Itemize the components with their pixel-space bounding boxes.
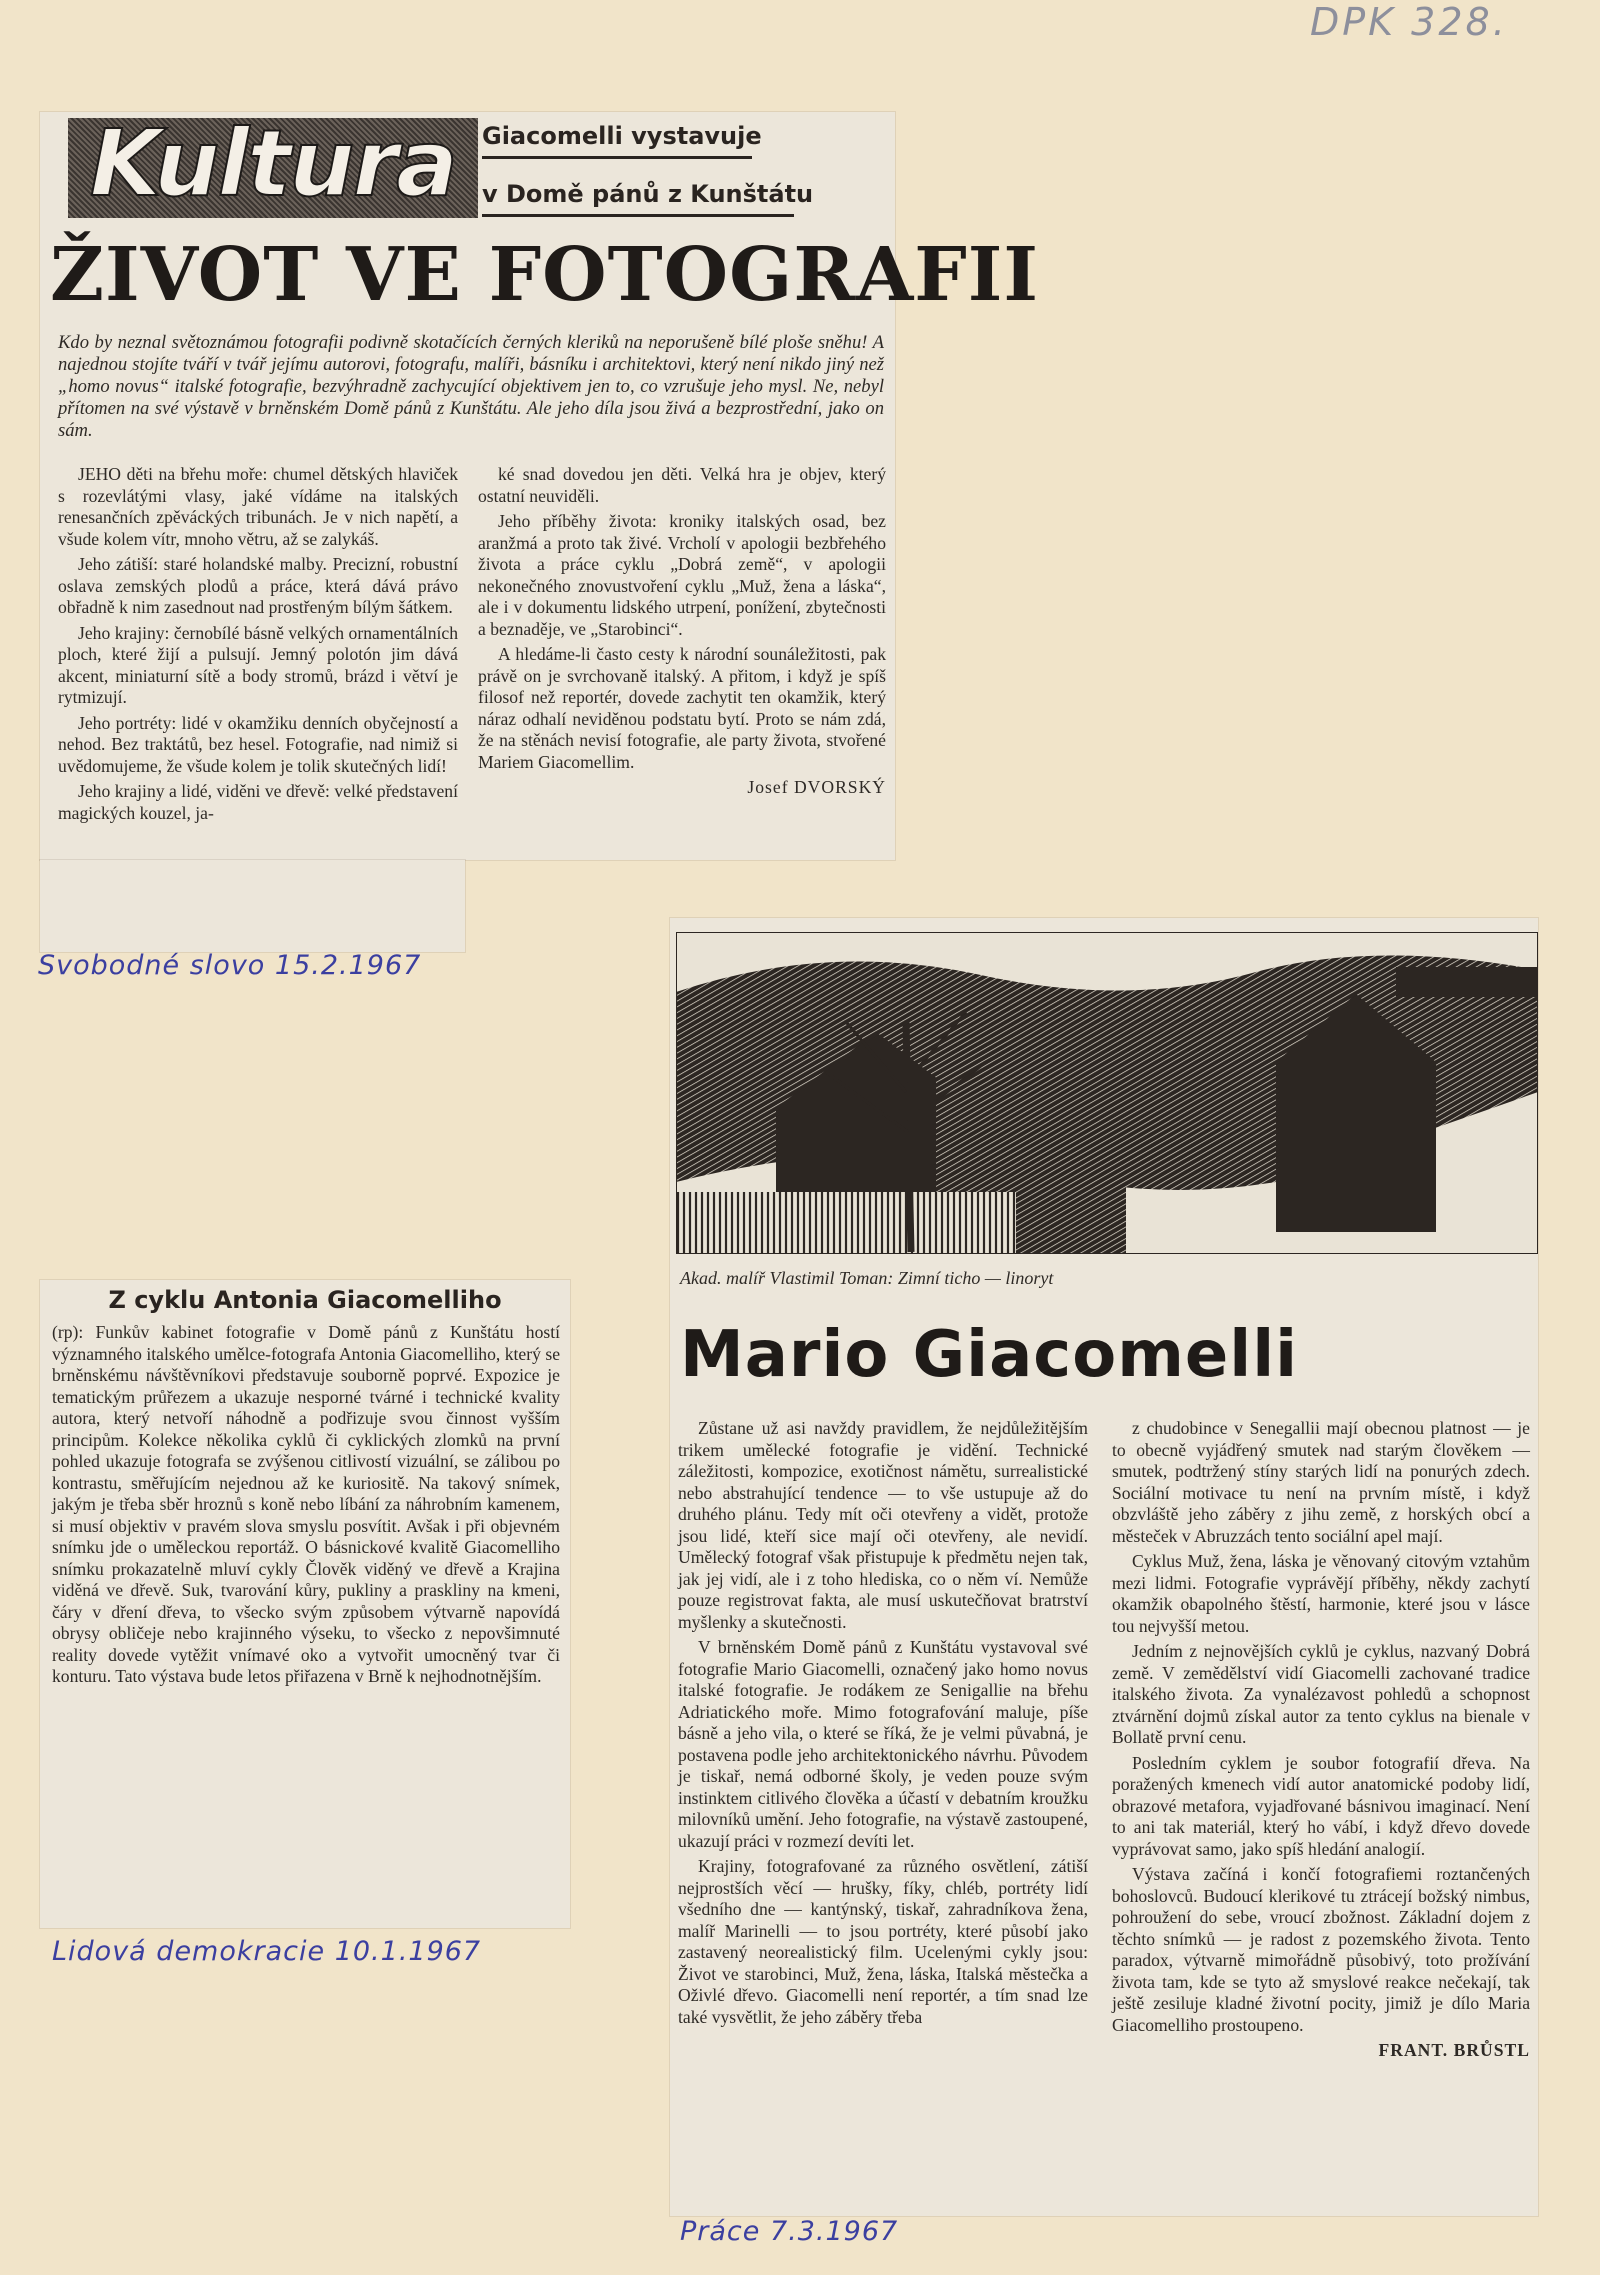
- clipping-svobodne-slovo-tail: [40, 860, 465, 952]
- paragraph: Jeho zátiší: staré holandské malby. Precizní, robustní oslava zemských plodů a práce, která dává právo obřadně k nim zasednout nad prostřeným bílým šátkem.: [58, 554, 458, 617]
- paragraph: Jeho krajiny: černobílé básně velkých ornamentálních ploch, které žijí a pulsují. Jemný polotón jim dává akcent, miniaturní sítě a body stromů, brázd i větví je rytmizují.: [58, 622, 458, 707]
- paragraph: ké snad dovedou jen děti. Velká hra je objev, který ostatní neuviděli.: [478, 464, 886, 506]
- paragraph: V brněnském Domě pánů z Kunštátu vystavoval své fotografie Mario Giacomelli, označený jako homo novus italské fotografie. Je rodákem ze Senigallie na břehu Adriatického moře. Mimo fotografování maluje, píše básně a jeho vila, o které se říká, že je velmi půvabná, je postavena podle jeho architektonického návrhu. Původem je tiskař, nemá odborné školy, je veden pouze svým instinktem citlivého člověka a účastí v debatním kroužku milovníků umění. Jeho fotografie, na výstavě zastoupené, ukazují práci v rozmezí devíti let.: [678, 1637, 1088, 1851]
- clip2-title: Z cyklu Antonia Giacomelliho: [108, 1286, 502, 1314]
- paragraph: Jeho krajiny a lidé, viděni ve dřevě: velké představení magických kouzel, ja-: [58, 781, 458, 823]
- signature: FRANT. BRŮSTL: [1378, 2040, 1530, 2060]
- kicker-line-1: Giacomelli vystavuje: [482, 122, 762, 150]
- paragraph: JEHO děti na břehu moře: chumel dětských hlaviček s rozevlátými vlasy, jaké vídáme na italských renesančních zpěváckých tribunách. Je v nich napětí, a všude kolem vítr, mnoho větru, až se zalykáš.: [58, 464, 458, 549]
- linocut-illustration: [676, 932, 1538, 1254]
- clip2-body-column: [52, 1322, 560, 1692]
- clip3-column-1: [678, 1418, 1088, 2032]
- roof-band: [1396, 967, 1538, 997]
- clip1-column-1: [58, 464, 458, 828]
- source-note-prace: Práce 7.3.1967: [680, 2216, 899, 2247]
- illustration-caption: Akad. malíř Vlastimil Toman: Zimní ticho — linoryt: [680, 1268, 1054, 1288]
- paragraph: Zůstane už asi navždy pravidlem, že nejdůležitějším trikem umělecké fotografie je vidění. Technické záležitosti, kompozice, exotičnost námětu, surrealistické nebo abstrahující tendence — to vše ustupuje až do druhého plánu. Tedy mít oči otevřeny a vidět, protože jsou lidé, kteří sice mají oči otevřeny, ale nevidí. Umělecký fotograf však přistupuje k předmětu nejen tak, jak jej vidí, ale i z toho hlediska, co o něm ví. Nemůže pouze registrovat fakta, ale musí uskutečňovat bratrství myšlenky a skutečnosti.: [678, 1418, 1088, 1632]
- kultura-banner: [68, 110, 478, 218]
- kicker-line-2: v Domě pánů z Kunštátu: [482, 180, 814, 208]
- paragraph: Jeho příběhy života: kroniky italských osad, bez aranžmá a proto tak živé. Vrcholí v apologii bezbřehého života a práce cyklu „Dobrá země“, v apologii nekonečného znovustvoření cyklu „Muž, žena a láska“, ale i v dokumentu lidského utrpení, ponížení, zbytečnosti a beznaděje, ve „Starobinci“.: [478, 511, 886, 639]
- kicker-rule-2: [482, 214, 794, 217]
- kicker-rule-1: [482, 156, 752, 159]
- clip3-title: Mario Giacomelli: [680, 1318, 1299, 1392]
- paragraph: Cyklus Muž, žena, láska je věnovaný citovým vztahům mezi lidmi. Fotografie vyprávějí příběhy, někdy zachytí okamžik obapolného štěstí, harmonie, které jsou v lásce tou nejvyšší metou.: [1112, 1551, 1530, 1636]
- paragraph: Krajiny, fotografované za různého osvětlení, zátiší nejprostších věcí — hrušky, fíky, chléb, portréty lidí všedního dne — kantýnský, tiskař, zahradníkova žena, malíř Marinelli — to jsou portréty, které působí jako zastavený neorealistický film. Ucelenými cykly jsou: Život ve starobinci, Muž, žena, láska, Italská městečka a Oživlé dřevo. Giacomelli není reportér, a tím snad lze také vysvětlit, že jeho záběry třeba: [678, 1856, 1088, 2027]
- snow-field-lines: [676, 1192, 1016, 1254]
- paragraph: Jedním z nejnovějších cyklů je cyklus, nazvaný Dobrá země. V zemědělství vidí Giacomelli zachované tradice italského života. Za vynalézavost pohledů a schopnost ztvárnění dojmů získal autor za tento cyklus na bienale v Bollatě první cenu.: [1112, 1641, 1530, 1747]
- clip3-column-2: [1112, 1418, 1530, 2062]
- paragraph: (rp): Funkův kabinet fotografie v Domě pánů z Kunštátu hostí významného italského umělce-fotografa Antonia Giacomelliho, který se brněnskému návštěvníkovi představuje souborně poprvé. Expozice je tematickým průřezem a ukazuje nesporné tvárné i technické kvality autora, který netvoří náhodně a podřizuje svou činnost vyšším principům. Kolekce několika cyklů či cyklických zlomků na první pohled ukazuje fotografa se zvýšenou citlivostí vizuální, se zálibou po kontrastu, směřujícím nejednou až ke kuriositě. Na takový snímek, jakým je třeba sběr hroznů s koně nebo líbání za náhrobním kamenem, si musí objektiv v pravém slova smyslu posvítit. Avšak i při objevném snímku jde o uměleckou reportáž. O básnickové kvalitě Giacomelliho snímku prokazatelně mluví cykly Člověk viděný ve dřevě a Krajina viděná ve dřevě. Suk, tvarování kůry, pukliny a praskliny na kmeni, čáry v dření dřeva, to všecko svým způsobem výtvarně napovídá obrysy obličeje nebo krajinného výseku, to všecko z nepovšimnuté reality dovede vytěžit vnímavé oko a vytvořit umocněný tvar či konturu. Tato výstava bude letos přiřazena v Brně k nejhodnotnějším.: [52, 1322, 560, 1686]
- headline: ŽIVOT VE FOTOGRAFII: [50, 232, 1040, 318]
- clip1-column-2: [478, 464, 886, 799]
- kultura-banner-text: Kultura: [89, 110, 457, 217]
- paragraph: Posledním cyklem je soubor fotografií dřeva. Na poražených kmenech vidí autor anatomické podoby lidí, obrazové metafora, vyjadřované básnivou imaginací. Není to ani tak materiál, který ho vábí, i když dřevo dovede vyprávovat samo, jako spíš hledání analogií.: [1112, 1752, 1530, 1859]
- paragraph: z chudobince v Senegallii mají obecnou platnost — je to obecně vyjádřený smutek nad starým člověkem — smutek, podtržený stíny starých lidí na ponurých zdech. Sociální motivace tu není na prvním místě, i když obzvláště jeho záběry z jihu země, z horských obcí a městeček v Abruzzách tento sociální apel mají.: [1112, 1418, 1530, 1546]
- archive-mark: DPK 328.: [1310, 0, 1508, 44]
- paragraph: A hledáme-li často cesty k národní sounáležitosti, pak právě on je svrchovaně italský. A přitom, i když je spíš filosof než reportér, dovede zachytit ten okamžik, který náraz odhalí neviděnou podstatu bytí. Proto se nám zdá, že na stěnách nevisí fotografie, ale party života, stvořené Mariem Giacomellim.: [478, 644, 886, 772]
- signature: Josef DVORSKÝ: [747, 777, 886, 797]
- lead-paragraph: Kdo by neznal světoznámou fotografii podivně skotačících černých kleriků na neporušeně bílé ploše sněhu! A najednou stojíte tváří v tvář jejímu autorovi, fotografu, malíři, básníku i architektovi, který není nikdo jiný než „homo novus“ italské fotografie, bezvýhradně zachycující objektivem jen to, co vzrušuje jeho mysl. Ne, nebyl přítomen na své výstavě v brněnském Domě pánů z Kunštátu. Ale jeho díla jsou živá a bezprostřední, jako on sám.: [58, 332, 884, 441]
- source-note-lidova-demokracie: Lidová demokracie 10.1.1967: [52, 1936, 482, 1967]
- paragraph: Výstava začíná i končí fotografiemi roztančených bohoslovců. Budoucí klerikové tu ztrácejí božský nimbus, pohroužení do sebe, vroucí zbožnost. Základní dojem z těchto snímků — je radost z pozemského života. Tento paradox, výtvarně mimořádně působivý, toto prožívání života tam, kde se tyto až smyslové reakce nečekají, tak ještě zesiluje kladné životní pocity, jimiž je dílo Maria Giacomelliho prostoupeno.: [1112, 1864, 1530, 2035]
- paragraph: Jeho portréty: lidé v okamžiku denních obyčejností a nehod. Bez traktátů, bez hesel. Fotografie, nad nimiž si uvědomujeme, že všude kolem je tolik skutečných lidí!: [58, 712, 458, 776]
- source-note-svobodne-slovo: Svobodné slovo 15.2.1967: [38, 950, 422, 981]
- tree-trunk: [906, 1022, 911, 1252]
